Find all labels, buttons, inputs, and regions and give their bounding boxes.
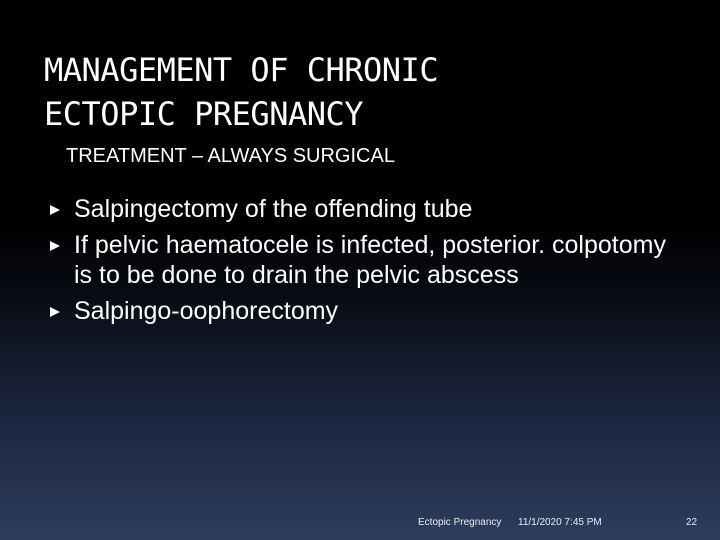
bullet-text: Salpingo-oophorectomy — [74, 297, 339, 325]
bullet-list — [50, 194, 680, 332]
bullet-item — [50, 296, 680, 326]
footer-text: Ectopic Pregnancy — [418, 517, 502, 528]
bullet-text: If pelvic haematocele is infected, posterior. colpotomy is to be done to drain the pelvic abscess — [74, 231, 666, 289]
title-line-2: ECTOPIC PREGNANCY — [44, 95, 364, 133]
slide-title — [44, 48, 684, 136]
bullet-item — [50, 230, 680, 290]
page-number: 22 — [686, 517, 698, 528]
bullet-text: Salpingectomy of the offending tube — [74, 195, 473, 223]
bullet-item — [50, 194, 680, 224]
slide-subtitle: TREATMENT – ALWAYS SURGICAL — [66, 145, 395, 167]
triangle-bullet-icon — [50, 307, 60, 317]
footer-date: 11/1/2020 7:45 PM — [518, 517, 602, 528]
triangle-bullet-icon — [50, 205, 60, 215]
triangle-bullet-icon — [50, 241, 60, 251]
title-line-1: MANAGEMENT OF CHRONIC — [44, 51, 439, 89]
